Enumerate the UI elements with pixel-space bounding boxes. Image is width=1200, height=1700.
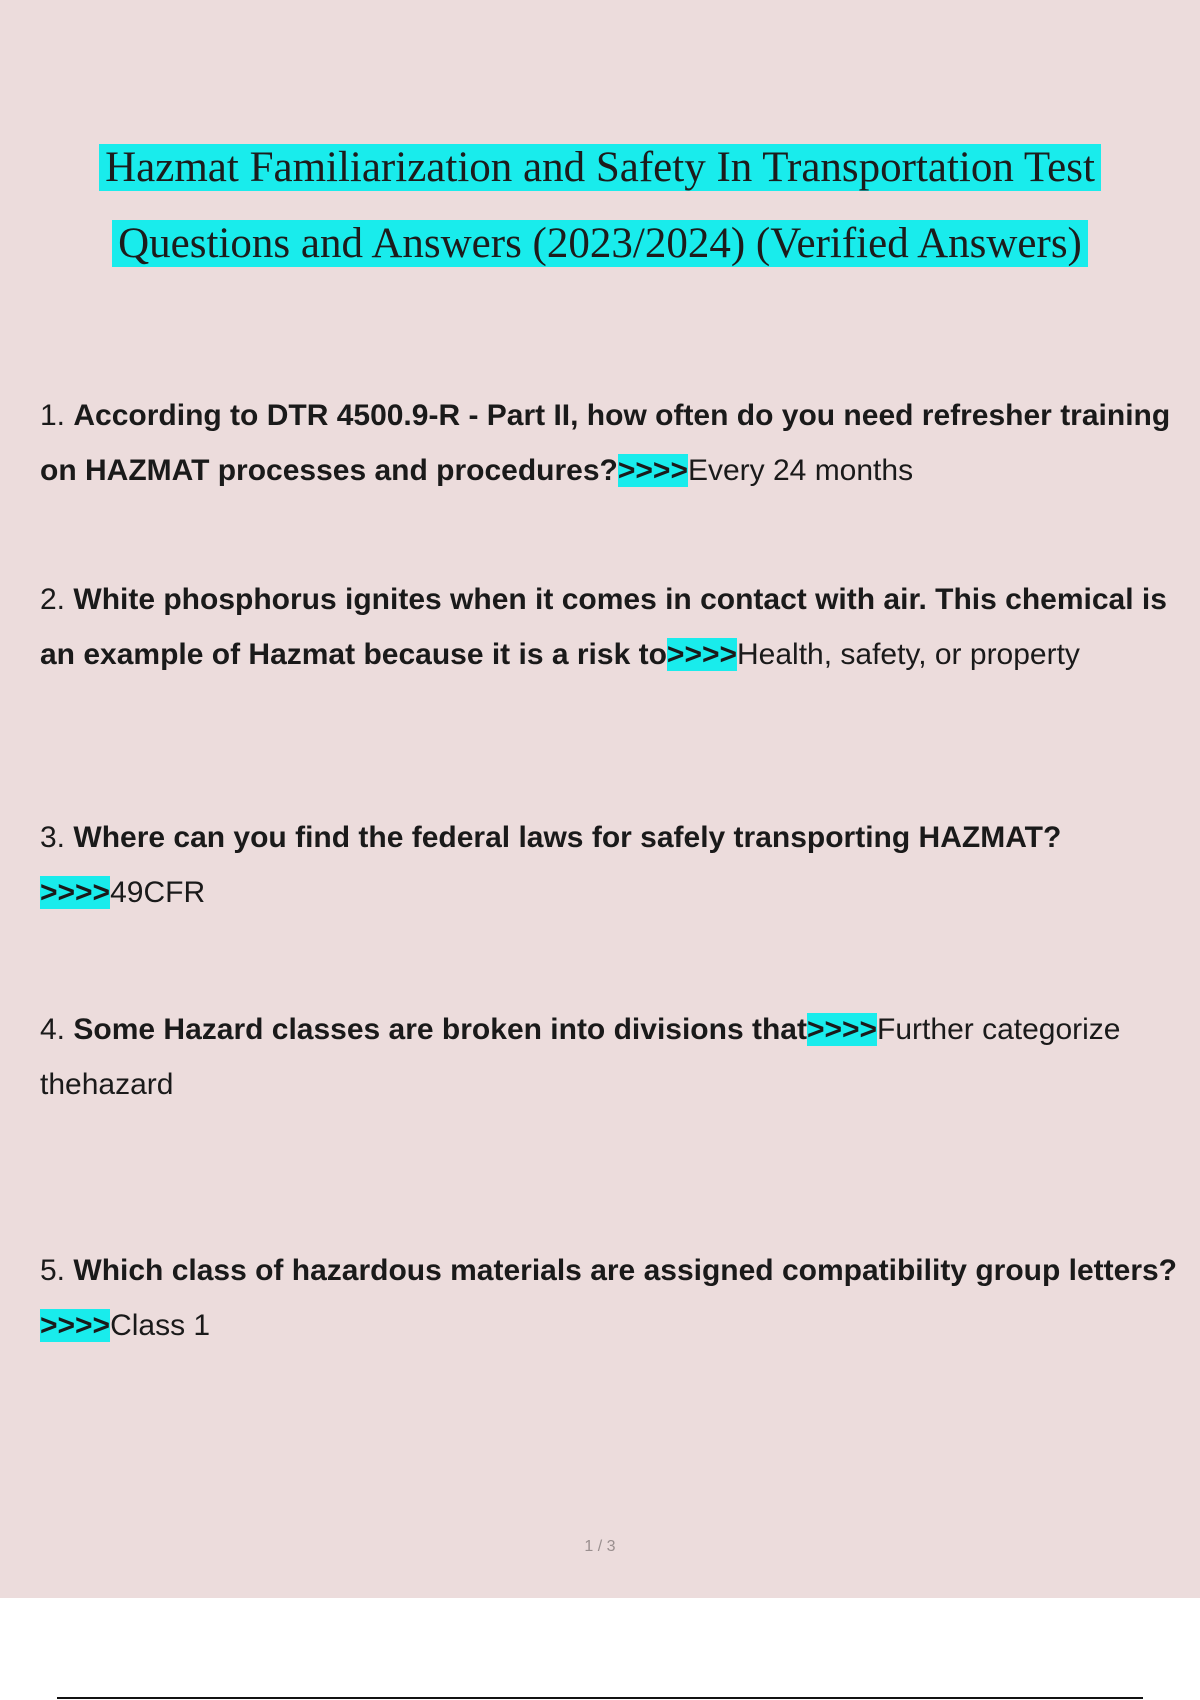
answer-separator: >>>> <box>806 1013 878 1046</box>
question-number: 1. <box>40 399 66 432</box>
answer-text: Class 1 <box>110 1309 211 1342</box>
question-number: 2. <box>40 583 66 616</box>
question-text: According to DTR 4500.9-R - Part II, how often do you need refresher training on HAZMAT processes and procedures? <box>40 399 1171 487</box>
answer-separator: >>>> <box>40 1309 111 1342</box>
qa-item-5 <box>40 1243 1200 1353</box>
question-text: White phosphorus ignites when it comes in contact with air. This chemical is an example of Hazmat because it is a risk to <box>40 583 1167 671</box>
answer-text: 49CFR <box>110 876 206 909</box>
question-number: 3. <box>40 821 66 854</box>
question-number: 5. <box>40 1254 66 1287</box>
page-indicator: 1 / 3 <box>584 1538 616 1555</box>
question-text: Where can you find the federal laws for safely transporting HAZMAT? <box>73 821 1062 854</box>
qa-item-4 <box>40 1002 1200 1112</box>
answer-separator: >>>> <box>40 876 111 909</box>
answer-separator: >>>> <box>617 454 688 487</box>
question-number: 4. <box>40 1013 66 1046</box>
qa-item-3 <box>40 810 1200 920</box>
answer-text: Every 24 months <box>687 454 914 487</box>
question-text: Which class of hazardous materials are assigned compatibility group letters? <box>73 1254 1178 1287</box>
qa-item-2 <box>40 572 1200 682</box>
footer-divider <box>57 1697 1143 1699</box>
answer-separator: >>>> <box>666 638 737 671</box>
title-line-2: Questions and Answers (2023/2024) (Verified Answers) <box>112 220 1088 267</box>
document-title <box>0 130 1200 282</box>
qa-item-1 <box>40 388 1200 498</box>
title-line-1: Hazmat Familiarization and Safety In Transportation Test <box>99 144 1101 191</box>
answer-text: Further categorize thehazard <box>40 1013 1121 1101</box>
question-text: Some Hazard classes are broken into divisions that <box>73 1013 807 1046</box>
answer-text: Health, safety, or property <box>737 638 1080 671</box>
